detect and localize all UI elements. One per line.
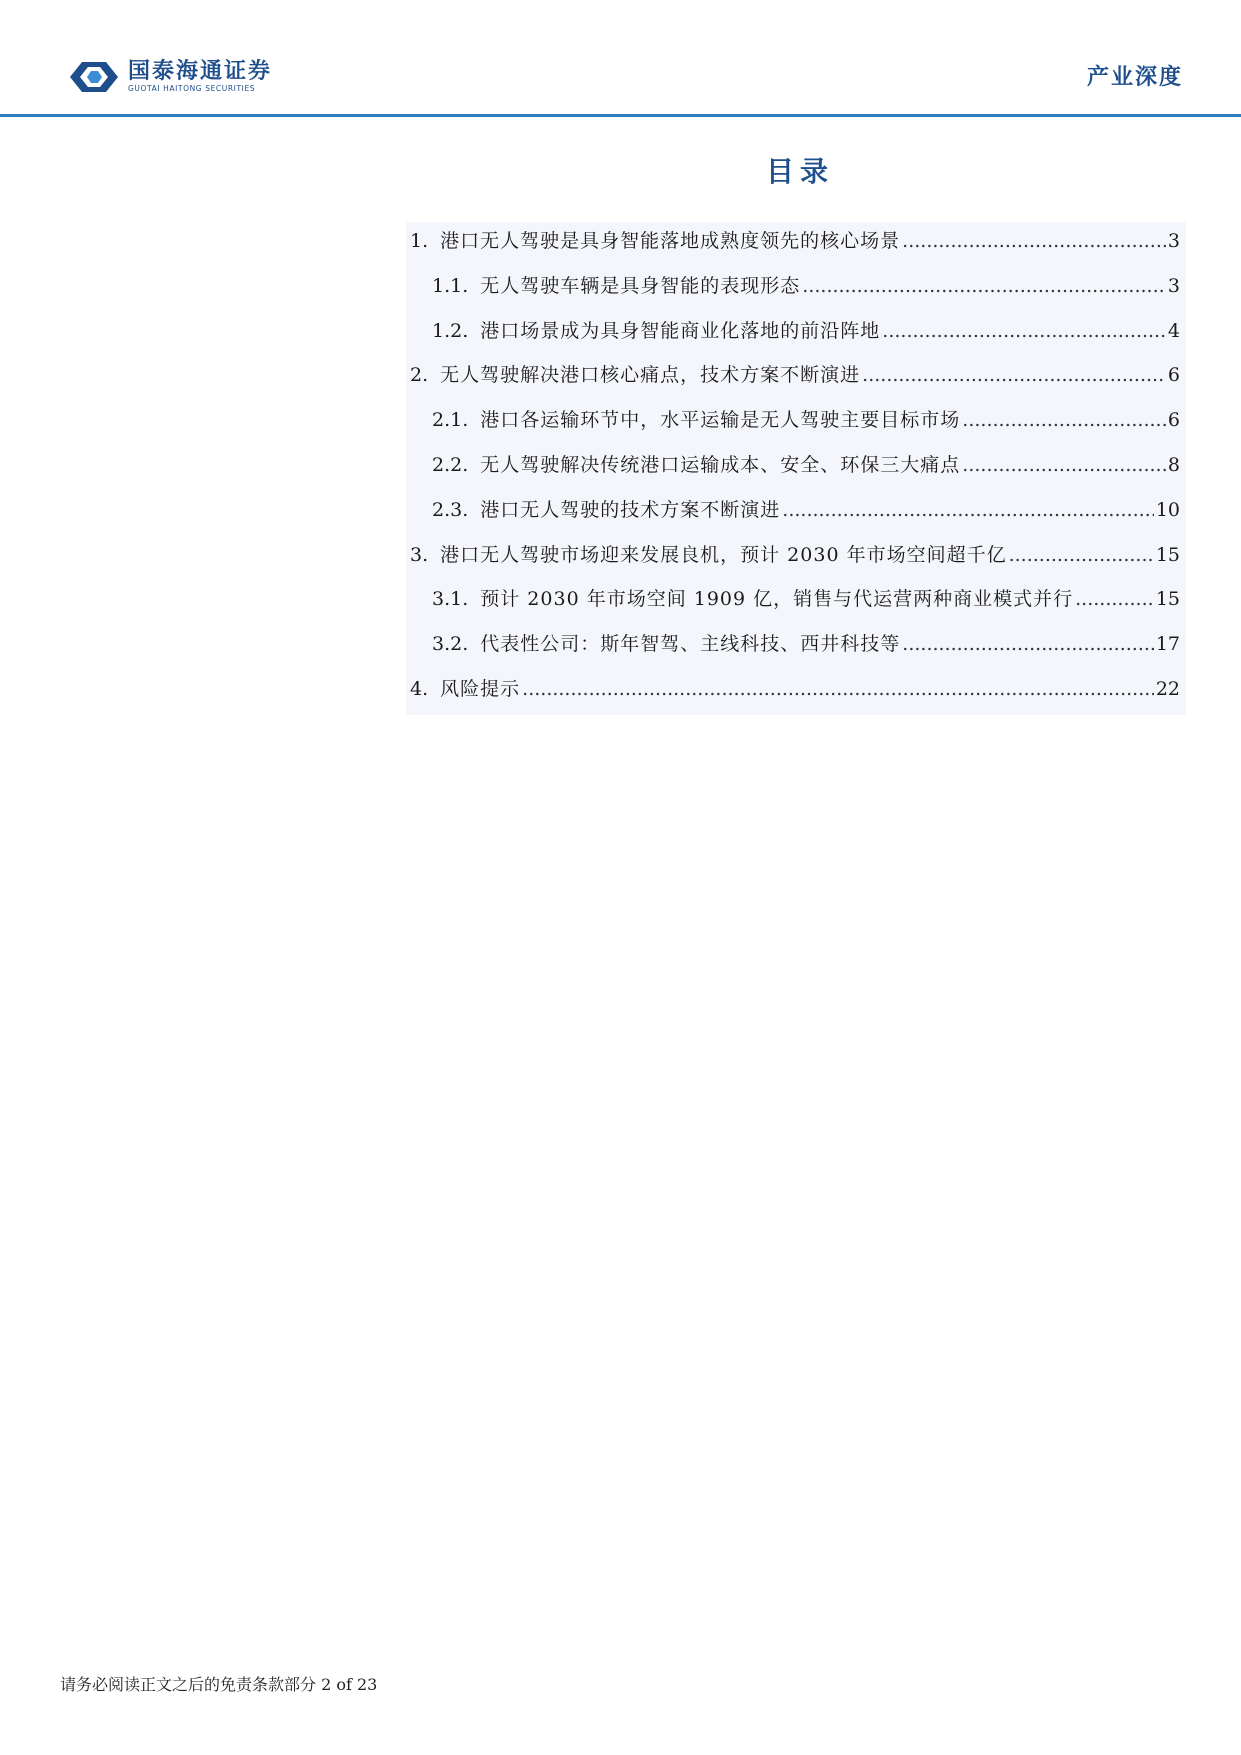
toc-entry-number: 2.1. [432, 409, 469, 432]
toc-dot-leader [782, 495, 1154, 525]
toc-entry[interactable] [406, 226, 1180, 256]
toc-entry[interactable] [406, 584, 1180, 614]
toc-entry-page: 6 [1167, 409, 1180, 432]
toc-entry-page: 3 [1167, 274, 1180, 297]
toc-entry-title: 港口无人驾驶是具身智能落地成熟度领先的核心场景 [440, 230, 901, 252]
brand-name-en: GUOTAI HAITONG SECURITIES [128, 84, 256, 93]
toc-dot-leader [802, 271, 1166, 301]
toc-entry-number: 1.1. [432, 274, 469, 297]
brand-logo [68, 60, 272, 94]
toc-dot-leader [902, 226, 1166, 256]
toc-entry-page: 22 [1155, 678, 1180, 700]
toc-dot-leader [902, 629, 1154, 659]
toc-entry[interactable] [406, 495, 1180, 525]
toc-entry-title: 代表性公司：斯年智驾、主线科技、西井科技等 [480, 633, 901, 656]
brand-name-cn: 国泰海通证券 [128, 59, 273, 84]
toc-entry-title: 港口无人驾驶的技术方案不断演进 [480, 498, 781, 521]
toc-dot-leader [1009, 540, 1154, 570]
toc-entry-number: 2. [410, 364, 429, 387]
toc-entry-number: 1. [410, 230, 429, 252]
toc-entry[interactable] [406, 316, 1180, 346]
toc-entry-number: 1.2. [432, 319, 469, 342]
toc-entry-page: 17 [1155, 633, 1180, 656]
toc-entry-number: 4. [410, 678, 429, 700]
page-header [0, 0, 1241, 120]
toc-entry-page: 6 [1167, 364, 1180, 387]
toc-entry[interactable] [406, 540, 1180, 570]
toc-dot-leader [862, 360, 1166, 390]
toc-entry-title: 无人驾驶车辆是具身智能的表现形态 [480, 274, 801, 297]
toc-entry-number: 2.2. [432, 454, 469, 476]
page-footer: 请务必阅读正文之后的免责条款部分 2 of 23 [60, 1675, 378, 1694]
toc-title: 目录 [765, 155, 834, 188]
toc-dot-leader [882, 316, 1166, 346]
toc-entry-page: 8 [1167, 454, 1180, 476]
toc-entry-page: 3 [1167, 230, 1180, 252]
toc-entry-title: 无人驾驶解决传统港口运输成本、安全、环保三大痛点 [480, 454, 961, 476]
toc-dot-leader [1075, 584, 1154, 614]
toc-entry-title: 预计 2030 年市场空间 1909 亿，销售与代运营两种商业模式并行 [480, 588, 1074, 611]
toc-entry-number: 3.1. [432, 588, 469, 611]
table-of-contents [406, 222, 1186, 715]
toc-entry[interactable] [406, 450, 1180, 480]
toc-entry[interactable] [406, 674, 1180, 704]
toc-dot-leader [962, 450, 1166, 480]
toc-entry-page: 15 [1155, 588, 1180, 611]
toc-entry[interactable] [406, 360, 1180, 390]
toc-entry-title: 风险提示 [440, 678, 521, 700]
brand-logo-icon [68, 60, 120, 94]
toc-dot-leader [962, 405, 1166, 435]
toc-entry-number: 3. [410, 543, 429, 566]
toc-entry-page: 10 [1155, 498, 1180, 521]
toc-dot-leader [522, 674, 1154, 704]
toc-entry-title: 港口场景成为具身智能商业化落地的前沿阵地 [480, 319, 881, 342]
toc-entry-title: 港口各运输环节中，水平运输是无人驾驶主要目标市场 [480, 409, 961, 432]
header-divider [0, 114, 1241, 117]
toc-entry-number: 2.3. [432, 498, 469, 521]
toc-entry-page: 15 [1155, 543, 1180, 566]
toc-entry-number: 3.2. [432, 633, 469, 656]
report-type-label: 产业深度 [1086, 65, 1183, 90]
toc-entry[interactable] [406, 629, 1180, 659]
toc-entry[interactable] [406, 271, 1180, 301]
toc-entry-page: 4 [1167, 319, 1180, 342]
toc-entry[interactable] [406, 405, 1180, 435]
toc-entry-title: 港口无人驾驶市场迎来发展良机，预计 2030 年市场空间超千亿 [440, 543, 1007, 566]
toc-entry-title: 无人驾驶解决港口核心痛点，技术方案不断演进 [440, 364, 861, 387]
